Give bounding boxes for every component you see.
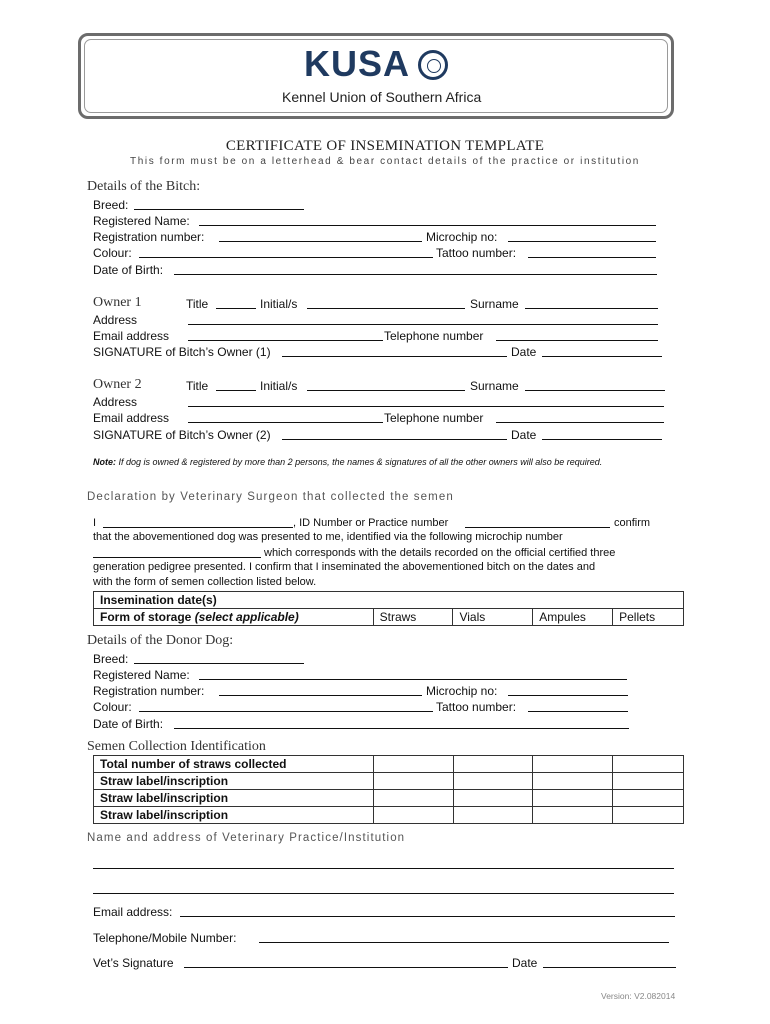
semen-row-label: Total number of straws collected <box>94 756 374 773</box>
owner1-date-field[interactable] <box>542 345 662 357</box>
bitch-microchip-field[interactable] <box>508 230 656 242</box>
owner1-initials-label: Initial/s <box>260 297 298 311</box>
vet-signature-label: Vet’s Signature <box>93 956 174 970</box>
document-title: CERTIFICATE OF INSEMINATION TEMPLATE <box>225 138 545 154</box>
donor-colour-label: Colour: <box>93 700 132 714</box>
donor-microchip-label: Microchip no: <box>426 684 498 698</box>
owner2-email-field[interactable] <box>188 411 383 423</box>
donor-registered-name-label: Registered Name: <box>93 668 190 682</box>
bitch-breed-field[interactable] <box>134 198 304 210</box>
semen-cell[interactable] <box>373 773 453 790</box>
semen-section-heading: Semen Collection Identification <box>87 739 266 754</box>
donor-microchip-field[interactable] <box>508 684 628 696</box>
practice-telephone-label: Telephone/Mobile Number: <box>93 931 237 945</box>
semen-cell[interactable] <box>373 807 453 824</box>
owner2-surname-field[interactable] <box>525 379 665 391</box>
organization-name: Kennel Union of Southern Africa <box>282 89 482 105</box>
owner1-email-label: Email address <box>93 329 170 343</box>
storage-form-label-cell <box>94 609 374 626</box>
owner1-signature-label: SIGNATURE of Bitch’s Owner (1) <box>93 345 271 359</box>
bitch-registration-number-label: Registration number: <box>93 230 205 244</box>
owner2-title-label: Title <box>186 379 209 393</box>
owner2-address-field[interactable] <box>188 395 664 407</box>
practice-telephone-field[interactable] <box>259 931 669 943</box>
owner1-initials-field[interactable] <box>307 297 465 309</box>
ownership-note <box>93 456 673 469</box>
kusa-seal-icon <box>418 50 448 80</box>
owner1-telephone-field[interactable] <box>496 329 658 341</box>
owner1-address-label: Address <box>93 313 138 327</box>
kusa-logo: KUSA <box>304 43 411 84</box>
bitch-dob-label: Date of Birth: <box>93 263 164 277</box>
declaration-id-field[interactable] <box>465 516 610 528</box>
storage-form-label: Form of storage <box>100 609 192 624</box>
practice-name-field[interactable] <box>93 857 674 869</box>
bitch-tattoo-field[interactable] <box>528 246 656 258</box>
donor-registration-number-label: Registration number: <box>93 684 205 698</box>
insemination-date-row <box>94 592 684 609</box>
owner2-initials-label: Initial/s <box>260 379 298 393</box>
semen-row <box>94 773 684 790</box>
owner1-title-field[interactable] <box>216 297 256 309</box>
donor-registration-number-field[interactable] <box>219 684 422 696</box>
vet-date-field[interactable] <box>543 956 676 968</box>
declaration-i-label: I <box>93 517 97 529</box>
semen-cell[interactable] <box>533 756 613 773</box>
note-label: Note: <box>93 457 116 467</box>
vet-signature-field[interactable] <box>184 956 508 968</box>
storage-option-ampules[interactable]: Ampules <box>533 609 613 626</box>
owner2-date-label: Date <box>511 428 537 442</box>
owner2-telephone-label: Telephone number <box>384 411 484 425</box>
owner1-signature-field[interactable] <box>282 345 507 357</box>
bitch-colour-label: Colour: <box>93 246 132 260</box>
donor-breed-field[interactable] <box>134 652 304 664</box>
semen-cell[interactable] <box>613 756 684 773</box>
bitch-registration-number-field[interactable] <box>219 230 422 242</box>
semen-cell[interactable] <box>373 756 453 773</box>
declaration-vet-name-field[interactable] <box>103 516 293 528</box>
owner2-initials-field[interactable] <box>307 379 465 391</box>
document-subtitle: This form must be on a letterhead & bear contact details of the practice or institution <box>130 156 640 167</box>
semen-row-label: Straw label/inscription <box>94 790 374 807</box>
semen-cell[interactable] <box>453 773 533 790</box>
owner2-heading: Owner 2 <box>93 377 142 392</box>
semen-row <box>94 756 684 773</box>
semen-row <box>94 790 684 807</box>
declaration-line-2: that the abovementioned dog was presented to me, identified via the following microchip number <box>93 531 563 543</box>
storage-option-straws[interactable]: Straws <box>373 609 453 626</box>
bitch-section-heading: Details of the Bitch: <box>87 179 201 194</box>
semen-cell[interactable] <box>613 773 684 790</box>
owner1-surname-label: Surname <box>470 297 519 311</box>
semen-cell[interactable] <box>533 773 613 790</box>
vet-date-label: Date <box>512 956 538 970</box>
donor-tattoo-field[interactable] <box>528 700 628 712</box>
bitch-tattoo-label: Tattoo number: <box>436 246 517 260</box>
owner1-title-label: Title <box>186 297 209 311</box>
owner2-telephone-field[interactable] <box>496 411 664 423</box>
storage-option-vials[interactable]: Vials <box>453 609 533 626</box>
declaration-confirm-label: confirm <box>614 517 651 529</box>
bitch-colour-field[interactable] <box>139 246 433 258</box>
owner2-address-label: Address <box>93 395 138 409</box>
owner2-signature-label: SIGNATURE of Bitch’s Owner (2) <box>93 428 271 442</box>
note-text: If dog is owned & registered by more than 2 persons, the names & signatures of all the other owners will also be required. <box>118 457 603 467</box>
owner1-telephone-label: Telephone number <box>384 329 484 343</box>
semen-cell[interactable] <box>613 790 684 807</box>
donor-dob-field[interactable] <box>174 717 629 729</box>
practice-address-field[interactable] <box>93 882 674 894</box>
declaration-line-3: which corresponds with the details recorded on the official certified three <box>264 547 616 559</box>
owner1-surname-field[interactable] <box>525 297 658 309</box>
owner2-date-field[interactable] <box>542 428 662 440</box>
owner2-email-label: Email address <box>93 411 170 425</box>
storage-form-hint: (select applicable) <box>194 609 299 624</box>
declaration-heading: Declaration by Veterinary Surgeon that collected the semen <box>87 491 454 503</box>
practice-heading: Name and address of Veterinary Practice/Institution <box>87 832 406 844</box>
insemination-table <box>93 591 684 626</box>
semen-collection-table <box>93 755 684 824</box>
donor-dob-label: Date of Birth: <box>93 717 164 731</box>
owner2-title-field[interactable] <box>216 379 256 391</box>
storage-option-pellets[interactable]: Pellets <box>613 609 684 626</box>
donor-tattoo-label: Tattoo number: <box>436 700 517 714</box>
storage-form-row <box>94 609 684 626</box>
declaration-line-4: generation pedigree presented. I confirm that I inseminated the abovementioned bitch on the dates and <box>93 561 596 573</box>
bitch-breed-label: Breed: <box>93 198 129 212</box>
semen-row <box>94 807 684 824</box>
owner2-surname-label: Surname <box>470 379 519 393</box>
donor-registered-name-field[interactable] <box>199 668 627 680</box>
semen-row-label: Straw label/inscription <box>94 773 374 790</box>
semen-cell[interactable] <box>533 790 613 807</box>
owner2-signature-field[interactable] <box>282 428 507 440</box>
version-label: Version: V2.082014 <box>601 991 676 1001</box>
semen-cell[interactable] <box>453 756 533 773</box>
semen-cell[interactable] <box>453 790 533 807</box>
owner1-heading: Owner 1 <box>93 295 142 310</box>
owner1-address-field[interactable] <box>188 313 658 325</box>
insemination-date-cell[interactable] <box>94 592 684 609</box>
donor-colour-field[interactable] <box>139 700 433 712</box>
semen-cell[interactable] <box>453 807 533 824</box>
bitch-registered-name-field[interactable] <box>199 214 656 226</box>
donor-section-heading: Details of the Donor Dog: <box>87 633 234 648</box>
donor-breed-label: Breed: <box>93 652 129 666</box>
bitch-dob-field[interactable] <box>174 263 657 275</box>
declaration-id-label: , ID Number or Practice number <box>293 517 449 529</box>
owner1-email-field[interactable] <box>188 329 383 341</box>
bitch-microchip-label: Microchip no: <box>426 230 498 244</box>
semen-cell[interactable] <box>533 807 613 824</box>
semen-cell[interactable] <box>613 807 684 824</box>
insemination-date-label: Insemination date(s) <box>100 592 217 607</box>
bitch-registered-name-label: Registered Name: <box>93 214 190 228</box>
declaration-line-5: with the form of semen collection listed below. <box>93 576 317 588</box>
practice-email-label: Email address: <box>93 905 173 919</box>
semen-row-label: Straw label/inscription <box>94 807 374 824</box>
owner1-date-label: Date <box>511 345 537 359</box>
declaration-microchip-field[interactable] <box>93 546 261 558</box>
practice-email-field[interactable] <box>180 905 675 917</box>
semen-cell[interactable] <box>373 790 453 807</box>
